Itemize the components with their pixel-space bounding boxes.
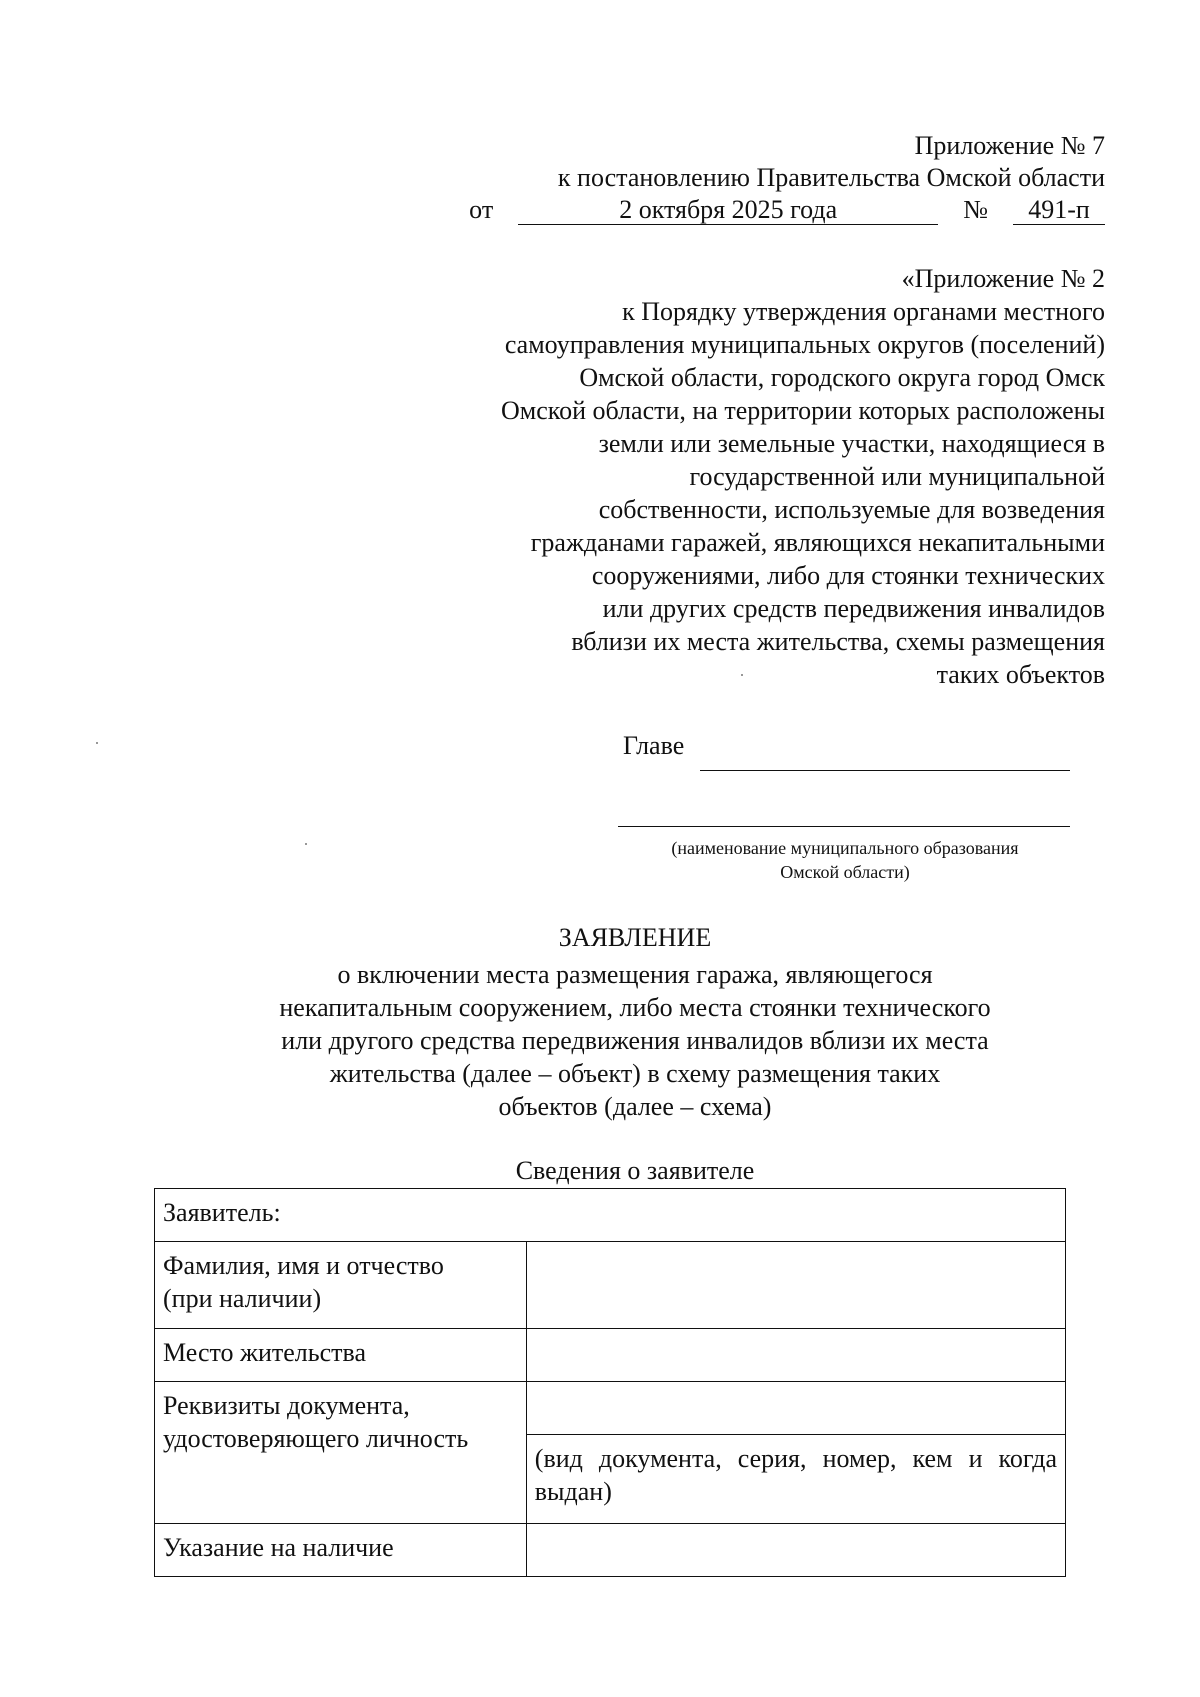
appendix-2-line: к Порядку утверждения органами местного — [622, 297, 1105, 326]
scan-speck — [741, 674, 743, 676]
statement-subtitle-line: или другого средства передвижения инвалидов вблизи их места — [281, 1026, 989, 1055]
indication-value-cell[interactable] — [526, 1524, 1065, 1577]
appendix-2-line: или других средств передвижения инвалидов — [602, 594, 1105, 623]
addressee-name-field[interactable] — [700, 770, 1070, 771]
residence-label-cell: Место жительства — [155, 1329, 527, 1382]
appendix-2-line: Омской области, на территории которых расположены — [500, 396, 1105, 425]
statement-subtitle — [0, 958, 1200, 1123]
statement-subtitle-line: о включении места размещения гаража, являющегося — [337, 960, 933, 989]
municipality-name-field[interactable] — [618, 826, 1070, 827]
appendix-2-line: собственности, используемые для возведения — [598, 495, 1105, 524]
statement-subtitle-line: жительства (далее – объект) в схему размещения таких — [329, 1059, 941, 1088]
statement-title: ЗАЯВЛЕНИЕ — [558, 923, 712, 952]
statement-subtitle-line: объектов (далее – схема) — [498, 1092, 772, 1121]
indication-label-cell: Указание на наличие — [155, 1524, 527, 1577]
appendix-7-date-number — [469, 194, 1105, 226]
table-row — [155, 1189, 1066, 1242]
appendix-2-line: гражданами гаражей, являющихся некапитальными — [530, 528, 1105, 557]
fio-label: Фамилия, имя и отчество — [163, 1251, 444, 1280]
municipality-hint-line: (наименование муниципального образования — [671, 838, 1019, 858]
date-prefix: от — [469, 195, 494, 224]
appendix-2-line: вблизи их места жительства, схемы размещения — [571, 627, 1105, 656]
appendix-7-title: Приложение № 7 — [914, 131, 1105, 160]
decree-number: 491-п — [1013, 196, 1105, 225]
table-row — [155, 1329, 1066, 1382]
table-row — [155, 1524, 1066, 1577]
appendix-2-header — [501, 262, 1105, 691]
appendix-7-header — [469, 130, 1105, 226]
fio-value-cell[interactable] — [526, 1242, 1065, 1329]
appendix-2-line: «Приложение № 2 — [901, 264, 1105, 293]
id-doc-value-cell[interactable] — [526, 1382, 1065, 1435]
addressee-label: Главе — [623, 731, 685, 760]
id-doc-hint-cell: (вид документа, серия, номер, кем и когда выдан) — [526, 1435, 1065, 1524]
municipality-hint — [600, 836, 1090, 884]
fio-label-note: (при наличии) — [163, 1284, 322, 1313]
applicant-table — [154, 1188, 1066, 1577]
table-row — [155, 1242, 1066, 1329]
appendix-2-line: государственной или муниципальной — [689, 462, 1105, 491]
applicant-table-caption: Сведения о заявителе — [515, 1156, 755, 1185]
id-doc-label-cont: удостоверяющего личность — [163, 1424, 469, 1453]
scan-speck — [305, 843, 307, 845]
appendix-2-line: земли или земельные участки, находящиеся в — [598, 429, 1105, 458]
table-row — [155, 1382, 1066, 1435]
statement-subtitle-line: некапитальным сооружением, либо места стоянки технического — [279, 993, 991, 1022]
decree-date: 2 октября 2025 года — [518, 196, 938, 225]
residence-value-cell[interactable] — [526, 1329, 1065, 1382]
appendix-2-line: сооружениями, либо для стоянки технических — [591, 561, 1105, 590]
appendix-2-line: таких объектов — [936, 660, 1105, 689]
appendix-2-line: самоуправления муниципальных округов (поселений) — [504, 330, 1105, 359]
appendix-2-line: Омской области, городского округа город Омск — [579, 363, 1105, 392]
appendix-7-decree: к постановлению Правительства Омской области — [557, 163, 1105, 192]
id-doc-label-cell — [155, 1382, 527, 1524]
municipality-hint-line: Омской области) — [780, 862, 910, 882]
applicant-header-cell: Заявитель: — [155, 1189, 1066, 1242]
id-doc-label: Реквизиты документа, — [163, 1391, 410, 1420]
number-prefix: № — [963, 195, 988, 224]
scan-speck — [96, 742, 98, 744]
fio-label-cell — [155, 1242, 527, 1329]
